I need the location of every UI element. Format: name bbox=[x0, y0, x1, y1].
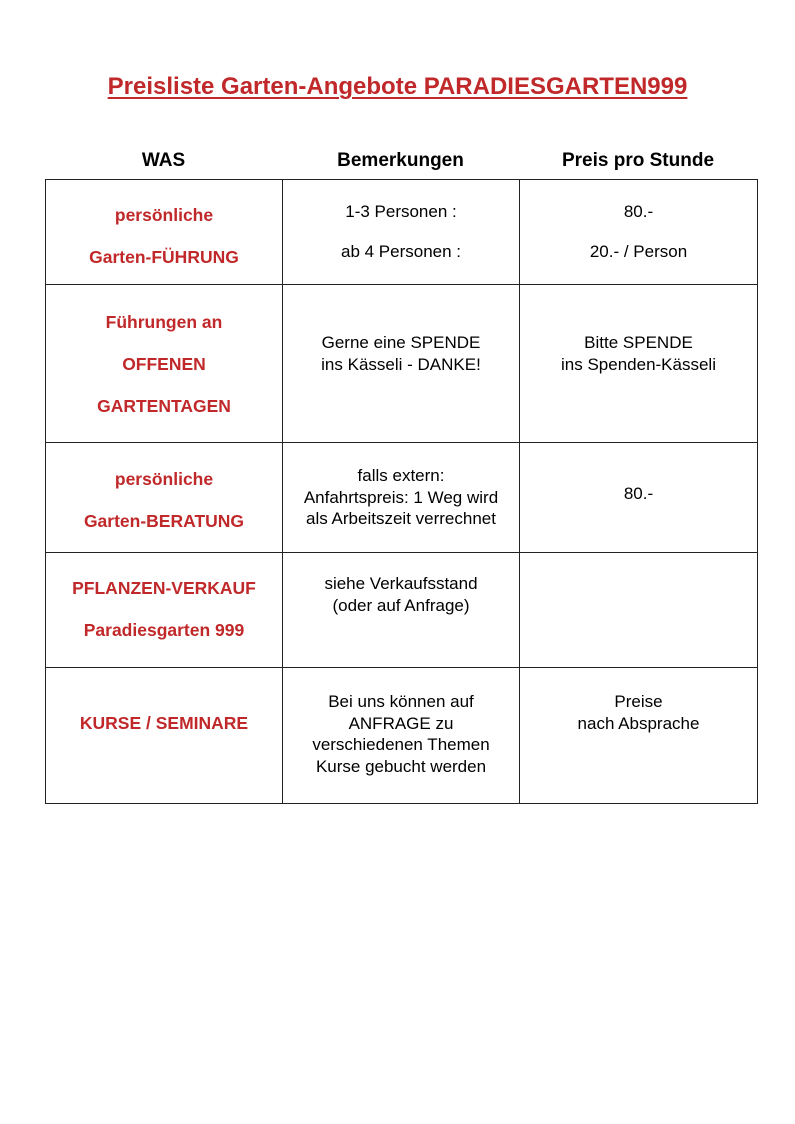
cell-bemerkungen bbox=[283, 668, 520, 804]
cell-line: ANFRAGE zu bbox=[348, 713, 454, 733]
table-row bbox=[46, 553, 758, 668]
cell-line: Kurse gebucht werden bbox=[315, 756, 487, 776]
cell-was bbox=[46, 285, 283, 443]
cell-line: 80.- bbox=[623, 484, 654, 503]
cell-preis bbox=[520, 285, 758, 443]
cell-line: persönliche bbox=[114, 469, 214, 489]
cell-line: 1-3 Personen : bbox=[345, 202, 457, 221]
table-row bbox=[46, 443, 758, 553]
header-bemerkungen: Bemerkungen bbox=[337, 150, 464, 171]
cell-line: falls extern: bbox=[357, 466, 445, 485]
cell-line: OFFENEN bbox=[122, 354, 206, 374]
cell-line: persönliche bbox=[114, 205, 214, 225]
cell-line: GARTENTAGEN bbox=[97, 396, 231, 416]
cell-line: ins Kässeli - DANKE! bbox=[321, 354, 481, 374]
cell-line: Garten-BERATUNG bbox=[83, 511, 245, 531]
page-title: Preisliste Garten-Angebote PARADIESGARTEN999 bbox=[107, 73, 688, 100]
cell-was bbox=[46, 553, 283, 668]
header-was: WAS bbox=[141, 150, 186, 171]
cell-bemerkungen bbox=[283, 180, 520, 285]
cell-line: Anfahrtspreis: 1 Weg wird bbox=[303, 487, 499, 507]
cell-preis-empty bbox=[520, 553, 758, 668]
cell-line: Preise bbox=[614, 692, 663, 711]
cell-was bbox=[46, 443, 283, 553]
cell-preis bbox=[520, 180, 758, 285]
cell-line: KURSE / SEMINARE bbox=[79, 713, 249, 733]
table-row bbox=[46, 285, 758, 443]
cell-line: Bitte SPENDE bbox=[584, 333, 693, 352]
cell-was bbox=[46, 668, 283, 804]
cell-line: Gerne eine SPENDE bbox=[321, 333, 481, 352]
cell-line: 80.- bbox=[623, 202, 654, 221]
cell-line: Paradiesgarten 999 bbox=[83, 620, 245, 640]
cell-line: Führungen an bbox=[105, 312, 223, 332]
cell-line: ins Spenden-Kässeli bbox=[561, 354, 716, 374]
cell-preis bbox=[520, 668, 758, 804]
header-preis: Preis pro Stunde bbox=[561, 150, 715, 171]
cell-preis bbox=[520, 443, 758, 553]
price-table bbox=[45, 179, 758, 804]
cell-line: verschiedenen Themen bbox=[312, 735, 490, 754]
cell-line: nach Absprache bbox=[577, 713, 700, 733]
cell-line: (oder auf Anfrage) bbox=[332, 595, 470, 615]
cell-bemerkungen bbox=[283, 443, 520, 553]
cell-line: siehe Verkaufsstand bbox=[324, 574, 478, 593]
table-header bbox=[45, 150, 757, 172]
cell-line: ab 4 Personen : bbox=[340, 242, 462, 261]
cell-line: 20.- / Person bbox=[589, 242, 688, 261]
cell-line: als Arbeitszeit verrechnet bbox=[306, 509, 496, 528]
cell-bemerkungen bbox=[283, 285, 520, 443]
cell-bemerkungen bbox=[283, 553, 520, 668]
cell-was bbox=[46, 180, 283, 285]
cell-line: Garten-FÜHRUNG bbox=[89, 247, 239, 267]
table-row bbox=[46, 180, 758, 285]
table-row bbox=[46, 668, 758, 804]
cell-line: Bei uns können auf bbox=[328, 692, 474, 711]
cell-line: PFLANZEN-VERKAUF bbox=[72, 578, 256, 598]
